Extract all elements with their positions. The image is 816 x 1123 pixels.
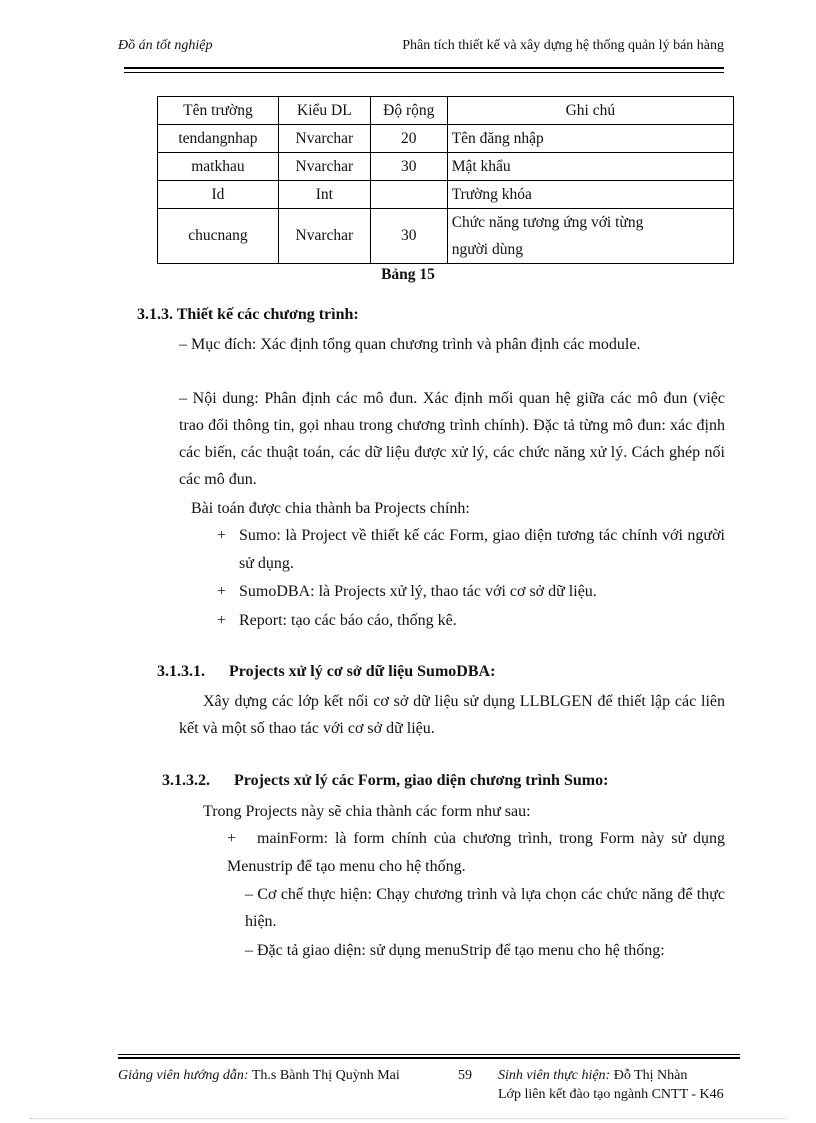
list-item-text: mainForm: là form chính của chương trình, trong Form này sử dụng Menustrip để tạo menu cho hệ thống. [227,830,725,875]
table-cell: tendangnhap [158,125,279,153]
table-cell: matkhau [158,153,279,181]
subsection-title: Projects xử lý cơ sở dữ liệu SumoDBA: [229,663,496,680]
footer-rule [118,1057,740,1059]
list-item [217,522,725,578]
table-row [158,181,734,209]
list-item [217,578,725,606]
paragraph-body: Xây dựng các lớp kết nối cơ sở dữ liệu sử dụng LLBLGEN để thiết lập các liên kết và một số thao tác với cơ sở dữ liệu. [179,693,725,737]
subsection-heading [162,772,608,790]
bullet-mark: + [217,527,227,544]
table-cell: Nvarchar [278,209,370,264]
table-header-row [158,97,734,125]
list-item [227,825,725,881]
table-cell-line: người dùng [451,241,523,258]
page-number: 59 [458,1068,472,1083]
table-header-cell: Tên trường [158,97,279,125]
table-header-cell: Ghi chú [447,97,733,125]
table-cell [370,181,447,209]
list-item-text: SumoDBA: là Projects xử lý, thao tác với cơ sở dữ liệu. [239,583,597,600]
table-cell: 30 [370,209,447,264]
paragraph-content: – Nội dung: Phân định các mô đun. Xác định mối quan hệ giữa các mô đun (việc trao đổi thông tin, gọi nhau trong chương trình chính). Đặc tả từng mô đun: xác định các biến, các thuật toán, các dữ liệu được xử lý, các chức năng xử lý. Cách ghép nối các mô đun. [179,390,725,488]
footer-rule-thin [118,1054,740,1055]
paragraph-intro: Bài toán được chia thành ba Projects chính: [191,500,470,517]
list-item-text: Report: tạo các báo cáo, thống kê. [239,612,457,629]
table-row [158,153,734,181]
paragraph-mechanism: – Cơ chế thực hiện: Chạy chương trình và lựa chọn các chức năng để thực hiện. [245,886,725,930]
footer-class: Lớp liên kết đào tạo ngành CNTT - K46 [498,1087,724,1102]
table-header-cell: Kiểu DL [278,97,370,125]
list-item [217,607,725,635]
table-cell: Tên đăng nhập [447,125,733,153]
section-heading: 3.1.3. Thiết kế các chương trình: [137,306,359,323]
subsection-title: Projects xử lý các Form, giao diện chương trình Sumo: [234,772,609,789]
paragraph-purpose: – Mục đích: Xác định tổng quan chương trình và phân định các module. [179,336,641,353]
page-edge-dotted-line [30,1118,786,1119]
subsection-heading [157,663,495,681]
header-rule [124,67,724,69]
table-cell: Id [158,181,279,209]
supervisor-label: Giảng viên hướng dẫn: [118,1068,249,1083]
paragraph-ui-spec: – Đặc tả giao diện: sử dụng menuStrip để tạo menu cho hệ thống: [245,942,665,959]
header-rule-thin [124,72,724,73]
table-cell: Nvarchar [278,153,370,181]
table-header-cell: Độ rộng [370,97,447,125]
table-cell: Nvarchar [278,125,370,153]
table-cell: 20 [370,125,447,153]
student-name: Đỗ Thị Nhàn [613,1068,688,1083]
subsection-number: 3.1.3.2. [162,772,210,789]
bullet-mark: + [217,583,227,600]
table-caption: Bảng 15 [381,266,435,283]
paragraph-intro: Trong Projects này sẽ chia thành các form như sau: [203,803,531,820]
table-cell: chucnang [158,209,279,264]
table-cell: 30 [370,153,447,181]
bullet-mark: + [217,612,227,629]
table-cell: Int [278,181,370,209]
table-cell-line: Chức năng tương ứng với từng [451,214,644,231]
data-table [157,96,734,264]
table-row [158,209,734,264]
footer-supervisor [118,1068,400,1084]
header-left-title: Đồ án tốt nghiệp [118,38,213,53]
list-item-text: Sumo: là Project về thiết kế các Form, giao diện tương tác chính với người sử dụng. [239,527,725,572]
subsection-number: 3.1.3.1. [157,663,205,680]
table-cell: Mật khẩu [447,153,733,181]
bullet-mark: + [227,830,237,847]
table-row [158,125,734,153]
footer-student [498,1068,687,1084]
table-cell: Trường khóa [447,181,733,209]
header-right-title: Phân tích thiết kế và xây dựng hệ thống quản lý bán hàng [402,38,724,53]
supervisor-name: Th.s Bành Thị Quỳnh Mai [251,1068,400,1083]
student-label: Sinh viên thực hiện: [498,1068,611,1083]
table-cell [447,209,733,264]
